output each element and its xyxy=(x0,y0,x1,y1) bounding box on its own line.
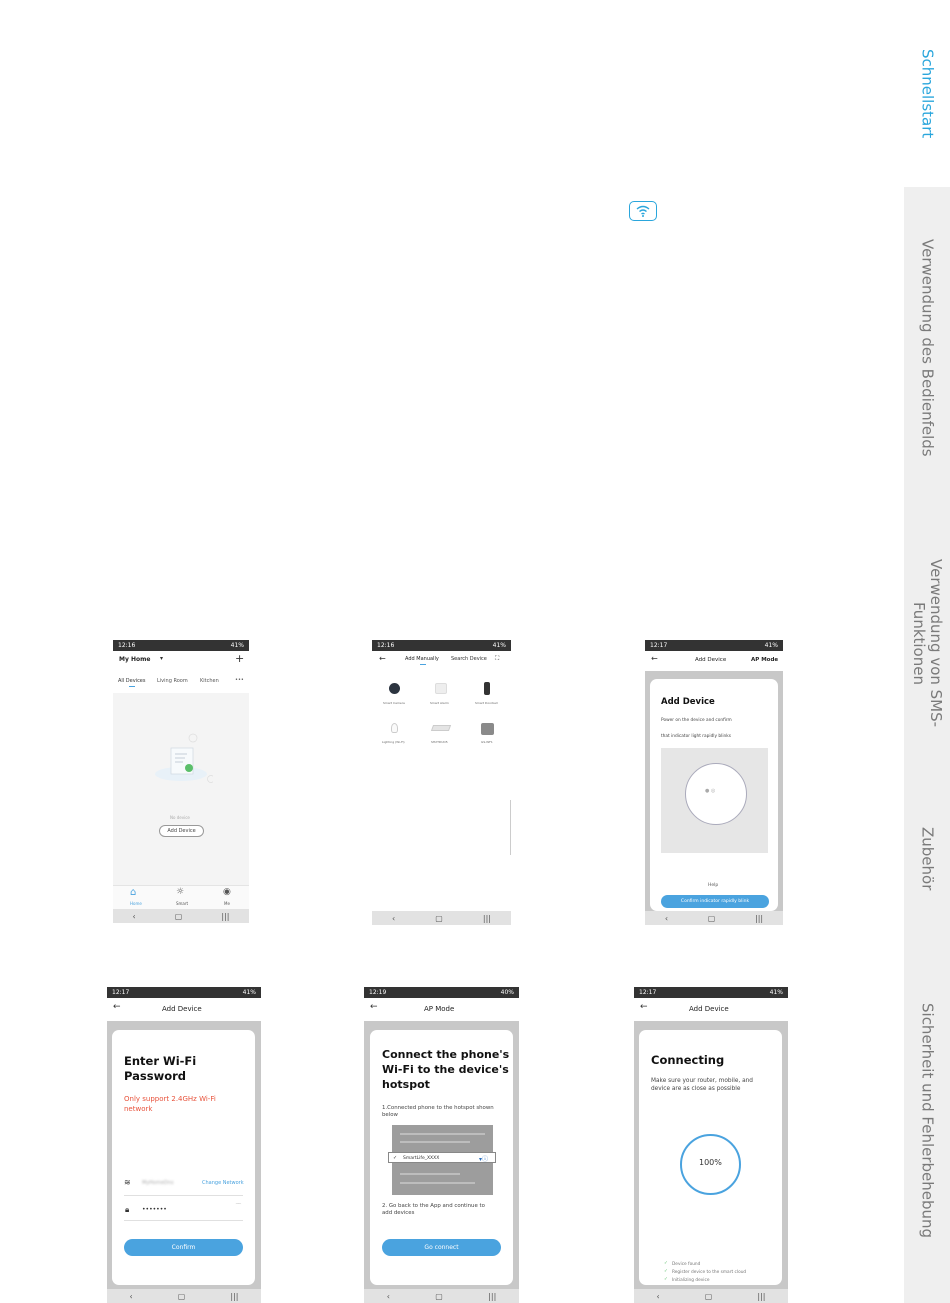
tab-label: Schnellstart xyxy=(918,48,937,139)
header-title: Add Device xyxy=(162,1005,202,1013)
back-nav-icon[interactable]: ‹ xyxy=(392,913,396,923)
instruction-line2: that indicator light rapidly blinks xyxy=(661,734,731,739)
device-label: GS-WF1 xyxy=(481,740,493,744)
help-link[interactable]: Help xyxy=(708,883,719,888)
back-nav-icon[interactable]: ‹ xyxy=(129,1291,133,1301)
status-battery: 41% xyxy=(230,642,244,649)
status-time: 12:19 xyxy=(369,989,387,996)
chapter-sidebar xyxy=(904,0,950,1303)
device-label: Smart Camera xyxy=(383,701,405,705)
title-line1: Enter Wi-Fi xyxy=(124,1054,197,1068)
tab-living-room[interactable]: Living Room xyxy=(157,678,188,684)
divider xyxy=(124,1195,243,1196)
device-label: Lighting (Wi-Fi) xyxy=(382,740,405,744)
placeholder-line xyxy=(400,1182,475,1184)
warning-line1: Only support 2.4GHz Wi-Fi xyxy=(124,1095,216,1103)
status-battery: 41% xyxy=(764,642,778,649)
tab-label: Zubehör xyxy=(918,826,937,891)
device-illustration xyxy=(661,748,768,853)
chevron-down-icon[interactable]: ▾ xyxy=(160,655,164,662)
status-bar xyxy=(645,640,783,651)
screen-ap-mode xyxy=(364,987,519,1303)
title-line2: Wi-Fi to the device's xyxy=(382,1063,509,1076)
status-bar xyxy=(107,987,261,998)
desc-line2: device are as close as possible xyxy=(651,1086,741,1092)
tab-label xyxy=(910,559,944,727)
camera-icon[interactable] xyxy=(389,683,400,694)
smart-icon[interactable]: ☼ xyxy=(176,887,185,897)
status-battery: 40% xyxy=(500,989,514,996)
instruction-line1: Power on the device and confirm xyxy=(661,718,732,723)
wifi-info-icon: ▾ⓘ xyxy=(479,1156,489,1163)
home-nav-icon[interactable]: ▢ xyxy=(704,1291,713,1301)
more-icon[interactable]: ••• xyxy=(235,677,244,683)
system-navbar xyxy=(645,911,783,925)
system-navbar xyxy=(113,909,249,923)
divider xyxy=(124,1220,243,1221)
header-title: Add Device xyxy=(689,1005,729,1013)
back-nav-icon[interactable]: ‹ xyxy=(132,911,136,921)
nav-me-label[interactable]: Me xyxy=(224,901,230,906)
wifi-indicator-icon xyxy=(629,201,657,221)
add-device-card xyxy=(650,679,778,911)
add-icon[interactable]: + xyxy=(235,652,245,665)
device-label: Smart Alarm xyxy=(430,701,449,705)
change-network-link[interactable]: Change Network xyxy=(202,1180,244,1186)
sensor-icon[interactable] xyxy=(431,725,451,731)
tab-zubehoer[interactable] xyxy=(904,778,950,939)
status-time: 12:16 xyxy=(118,642,136,649)
bulb-icon[interactable] xyxy=(391,723,398,733)
hotspot-row[interactable] xyxy=(388,1152,496,1163)
home-header xyxy=(113,651,249,693)
step-register: Register device to the smart cloud xyxy=(672,1270,747,1275)
status-bar xyxy=(372,640,511,651)
status-battery: 41% xyxy=(242,989,256,996)
tab-bedienfeld[interactable] xyxy=(904,187,950,509)
home-icon[interactable]: ⌂ xyxy=(130,887,137,898)
tab-label: Verwendung des Bedienfelds xyxy=(918,239,937,457)
system-navbar xyxy=(372,911,511,925)
app-header xyxy=(107,998,261,1021)
check-icon: ✓ xyxy=(393,1155,398,1161)
recents-nav-icon[interactable]: ||| xyxy=(230,1291,239,1301)
tab-label-line2: Funktionen xyxy=(910,602,928,685)
connecting-title: Connecting xyxy=(651,1053,725,1067)
password-input[interactable]: ••••••• xyxy=(142,1206,167,1213)
home-nav-icon[interactable]: ▢ xyxy=(435,913,443,923)
recents-nav-icon[interactable]: ||| xyxy=(755,913,764,923)
app-header xyxy=(364,998,519,1021)
empty-illustration-icon xyxy=(153,732,213,787)
status-time: 12:16 xyxy=(377,642,395,649)
hotspot-card xyxy=(370,1030,513,1285)
status-time: 12:17 xyxy=(650,642,668,649)
confirm-blink-button[interactable]: Confirm indicator rapidly blink xyxy=(661,895,769,908)
home-title[interactable]: My Home xyxy=(119,656,151,663)
go-connect-button[interactable]: Go connect xyxy=(382,1239,501,1256)
recents-nav-icon[interactable]: ||| xyxy=(221,911,230,921)
app-header xyxy=(645,651,783,671)
home-nav-icon[interactable]: ▢ xyxy=(174,911,183,921)
scrollbar[interactable] xyxy=(510,800,511,855)
lock-icon: 🔒︎ xyxy=(125,1205,130,1214)
home-nav-icon[interactable]: ▢ xyxy=(177,1291,186,1301)
back-arrow-icon[interactable]: ← xyxy=(640,1002,648,1012)
scan-icon[interactable]: ⛶ xyxy=(495,655,500,662)
ap-mode-link[interactable]: AP Mode xyxy=(751,657,779,663)
tab-sms-funktionen[interactable] xyxy=(904,509,950,778)
back-arrow-icon[interactable]: ← xyxy=(651,654,658,663)
step-initializing: Initializing device xyxy=(672,1278,710,1283)
home-nav-icon[interactable]: ▢ xyxy=(707,913,716,923)
screen-add-device-blink xyxy=(645,640,783,925)
title-line3: hotspot xyxy=(382,1078,430,1091)
indicator-light-icon: ● ◎ xyxy=(705,788,716,794)
recents-nav-icon[interactable]: ||| xyxy=(488,1291,497,1301)
system-navbar xyxy=(364,1289,519,1303)
wifi-card xyxy=(112,1030,255,1285)
screen-add-manually xyxy=(372,640,511,925)
back-arrow-icon[interactable]: ← xyxy=(113,1002,121,1012)
check-icon: ✓ xyxy=(664,1261,668,1266)
tab-all-devices[interactable]: All Devices xyxy=(118,678,146,684)
status-bar xyxy=(113,640,249,651)
tab-underline xyxy=(420,664,426,665)
check-icon: ✓ xyxy=(664,1269,668,1274)
nav-smart-label[interactable]: Smart xyxy=(176,901,189,906)
status-bar xyxy=(634,987,788,998)
warning-line2: network xyxy=(124,1105,153,1113)
device-label: SH2TDUO5 xyxy=(431,740,448,744)
status-time: 12:17 xyxy=(639,989,657,996)
status-bar xyxy=(364,987,519,998)
title-line1: Connect the phone's xyxy=(382,1048,510,1061)
home-nav-icon[interactable]: ▢ xyxy=(435,1291,443,1301)
connecting-card xyxy=(639,1030,782,1285)
app-header xyxy=(634,998,788,1021)
step2-line2: add devices xyxy=(382,1210,415,1216)
profile-icon[interactable]: ◉ xyxy=(223,887,231,897)
back-nav-icon[interactable]: ‹ xyxy=(664,913,669,923)
ssid-value: MyHomeDns xyxy=(142,1180,174,1186)
tab-search-device[interactable]: Search Device xyxy=(451,656,487,662)
progress-label: 100% xyxy=(699,1158,722,1167)
tab-underline xyxy=(129,686,135,687)
screen-wifi-password xyxy=(107,987,261,1303)
tab-kitchen[interactable]: Kitchen xyxy=(200,678,219,684)
tab-add-manually[interactable]: Add Manually xyxy=(405,656,439,662)
hotspot-screenshot xyxy=(392,1125,493,1195)
doorbell-icon[interactable] xyxy=(484,682,490,695)
device-label: Smart Doorbell xyxy=(475,701,498,705)
alarm-icon[interactable] xyxy=(435,683,447,694)
system-navbar xyxy=(634,1289,788,1303)
device-circle-icon xyxy=(685,763,747,825)
tab-label-line1: Verwendung von SMS- xyxy=(927,559,945,728)
desc-line1: Make sure your router, mobile, and xyxy=(651,1078,753,1084)
header-title: Add Device xyxy=(695,657,727,663)
title-line2: Password xyxy=(124,1069,186,1083)
step-device-found: Device found xyxy=(672,1262,701,1267)
back-arrow-icon[interactable]: ← xyxy=(379,654,386,663)
status-battery: 41% xyxy=(492,642,506,649)
placeholder-line xyxy=(400,1133,485,1135)
tab-sicherheit[interactable] xyxy=(904,939,950,1303)
status-time: 12:17 xyxy=(112,989,130,996)
card-title: Add Device xyxy=(661,697,715,707)
wifi-icon: ≋ xyxy=(124,1178,131,1187)
step1-line1: 1.Connected phone to the hotspot shown xyxy=(382,1105,494,1111)
placeholder-line xyxy=(400,1141,470,1143)
bottom-nav xyxy=(113,885,249,909)
placeholder-line xyxy=(400,1173,460,1175)
add-device-button[interactable]: Add Device xyxy=(159,825,204,837)
status-battery: 41% xyxy=(769,989,783,996)
back-nav-icon[interactable]: ‹ xyxy=(656,1291,660,1301)
screen-home-empty xyxy=(113,640,249,923)
check-icon: ✓ xyxy=(664,1277,668,1282)
nav-home-label[interactable]: Home xyxy=(130,901,142,906)
tab-label: Sicherheit und Fehlerbehebung xyxy=(918,1003,937,1239)
eye-icon[interactable]: ⁀ xyxy=(236,1204,241,1211)
header-title: AP Mode xyxy=(424,1005,455,1013)
hotspot-name: SmartLife_XXXX xyxy=(403,1156,440,1161)
recents-nav-icon[interactable]: ||| xyxy=(482,913,491,923)
screen-connecting xyxy=(634,987,788,1303)
tab-schnellstart[interactable] xyxy=(904,0,950,187)
hub-icon[interactable] xyxy=(481,723,494,735)
step1-line2: below xyxy=(382,1112,398,1118)
confirm-button[interactable]: Confirm xyxy=(124,1239,243,1256)
empty-text: No device xyxy=(170,815,190,820)
recents-nav-icon[interactable]: ||| xyxy=(757,1291,766,1301)
step2-line1: 2. Go back to the App and continue to xyxy=(382,1203,485,1209)
system-navbar xyxy=(107,1289,261,1303)
back-arrow-icon[interactable]: ← xyxy=(370,1002,378,1012)
back-nav-icon[interactable]: ‹ xyxy=(386,1291,390,1301)
